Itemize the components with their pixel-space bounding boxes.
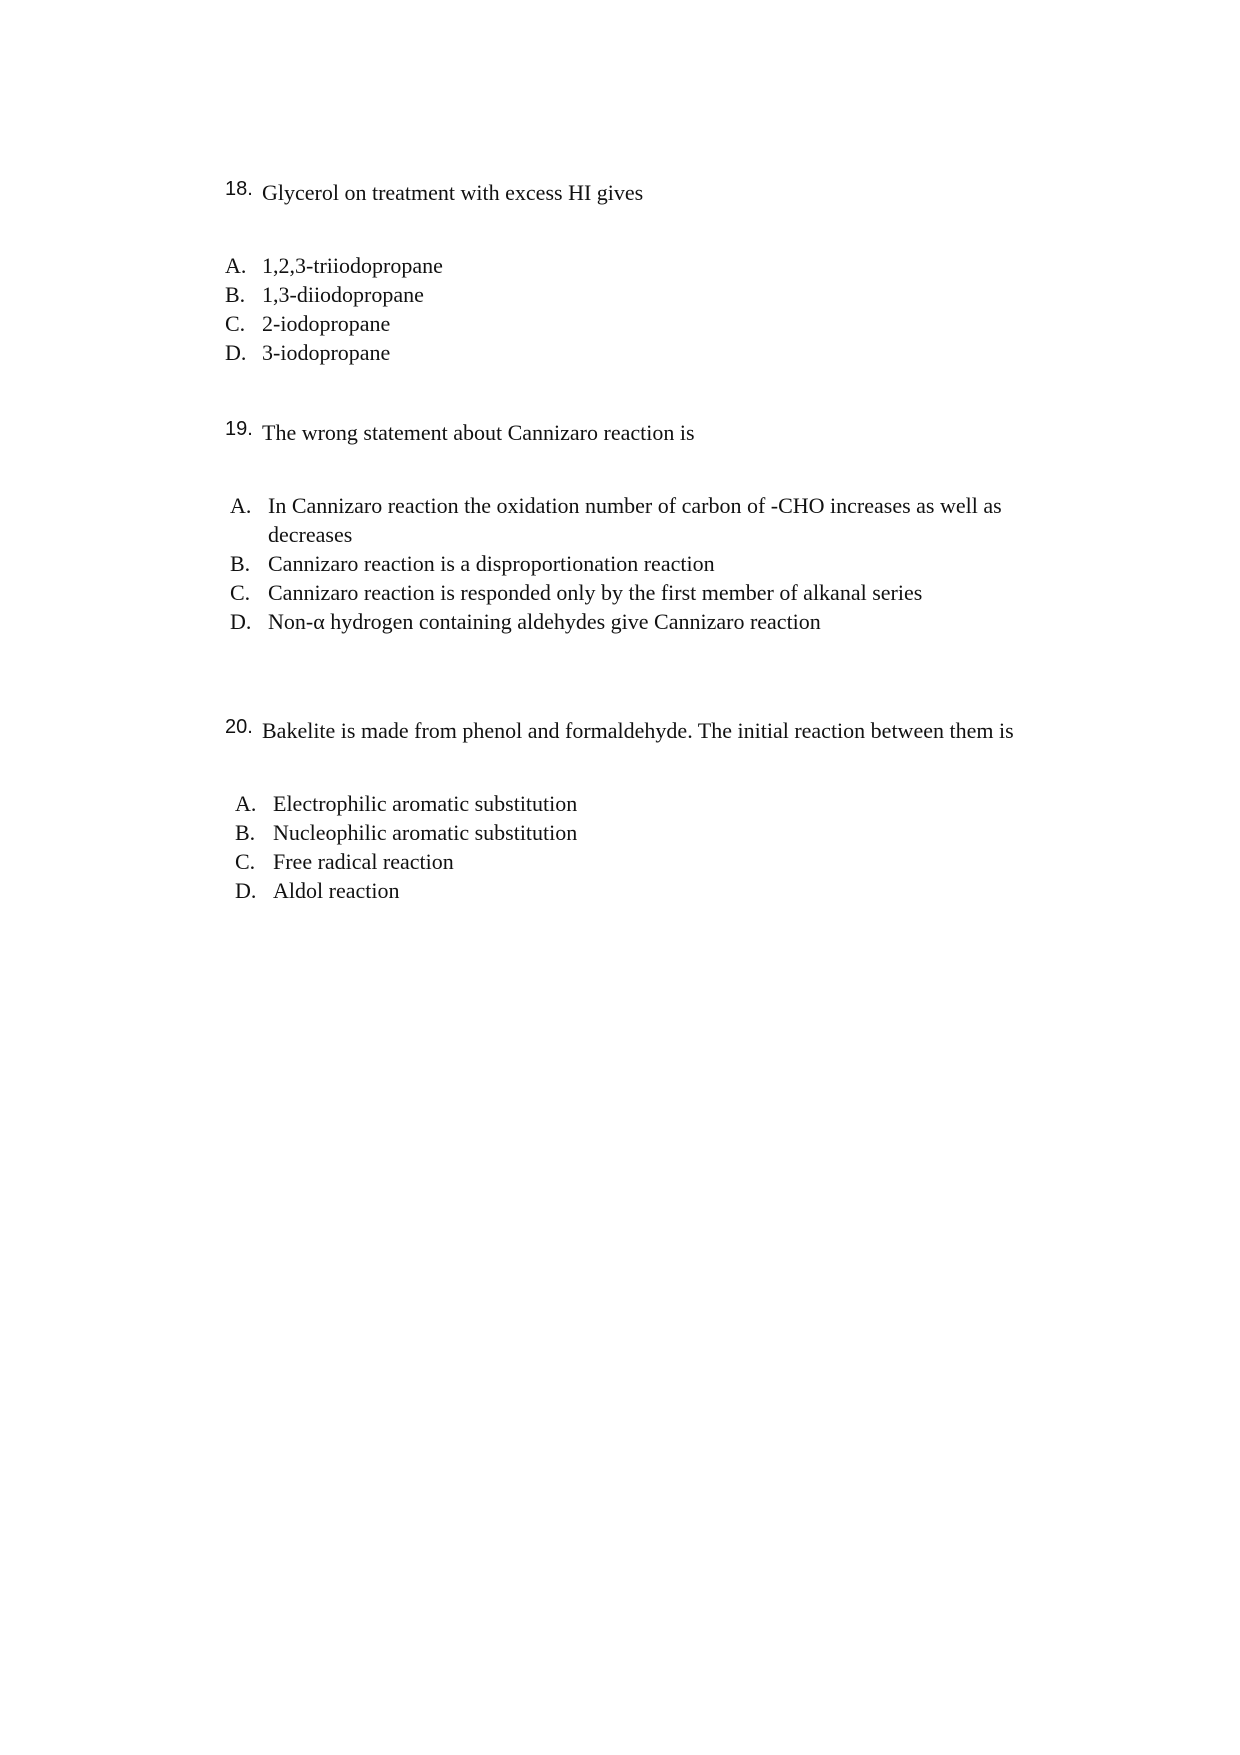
option-letter: A. (225, 253, 247, 278)
option-text: Free radical reaction (273, 849, 454, 874)
option-list (225, 251, 1045, 367)
option-b (225, 280, 1045, 309)
option-text: Cannizaro reaction is responded only by the first member of alkanal series (268, 580, 923, 605)
option-letter: D. (230, 609, 252, 634)
option-b (235, 818, 1045, 847)
question-number: 20. (225, 716, 253, 738)
option-text: Aldol reaction (273, 878, 400, 903)
option-letter: A. (235, 791, 257, 816)
option-text: Non-α hydrogen containing aldehydes give Cannizaro reaction (268, 609, 821, 634)
option-letter: B. (230, 551, 251, 576)
option-letter: C. (230, 580, 251, 605)
option-letter: D. (225, 340, 247, 365)
option-d (225, 338, 1045, 367)
option-letter: D. (235, 878, 257, 903)
option-list (230, 491, 1045, 636)
option-c (225, 309, 1045, 338)
option-d (235, 876, 1045, 905)
option-letter: C. (225, 311, 246, 336)
option-text: 2-iodopropane (262, 311, 391, 336)
question-text: Glycerol on treatment with excess HI gives (262, 180, 644, 205)
question-text: The wrong statement about Cannizaro reaction is (262, 420, 695, 445)
option-letter: B. (235, 820, 256, 845)
option-a (235, 789, 1045, 818)
question-number: 19. (225, 418, 253, 440)
question-20 (225, 716, 1045, 905)
option-text: 1,3-diiodopropane (262, 282, 424, 307)
option-text: Electrophilic aromatic substitution (273, 791, 578, 816)
option-a (225, 251, 1045, 280)
question-header (225, 178, 1045, 207)
option-text: 1,2,3-triiodopropane (262, 253, 443, 278)
option-c (235, 847, 1045, 876)
question-header (225, 418, 1045, 447)
option-letter: A. (230, 493, 252, 518)
option-text: Cannizaro reaction is a disproportionation reaction (268, 551, 715, 576)
option-text: 3-iodopropane (262, 340, 391, 365)
option-a (230, 491, 1045, 549)
option-letter: C. (235, 849, 256, 874)
option-letter: B. (225, 282, 246, 307)
question-header (225, 716, 1045, 745)
question-19 (225, 418, 1045, 636)
option-list (235, 789, 1045, 905)
question-number: 18. (225, 178, 253, 200)
option-b (230, 549, 1045, 578)
option-text: In Cannizaro reaction the oxidation number of carbon of -CHO increases as well as decreases (268, 493, 1002, 547)
option-d (230, 607, 1045, 636)
option-c (230, 578, 1045, 607)
question-text: Bakelite is made from phenol and formaldehyde. The initial reaction between them is (262, 718, 1014, 743)
question-18 (225, 178, 1045, 367)
option-text: Nucleophilic aromatic substitution (273, 820, 578, 845)
